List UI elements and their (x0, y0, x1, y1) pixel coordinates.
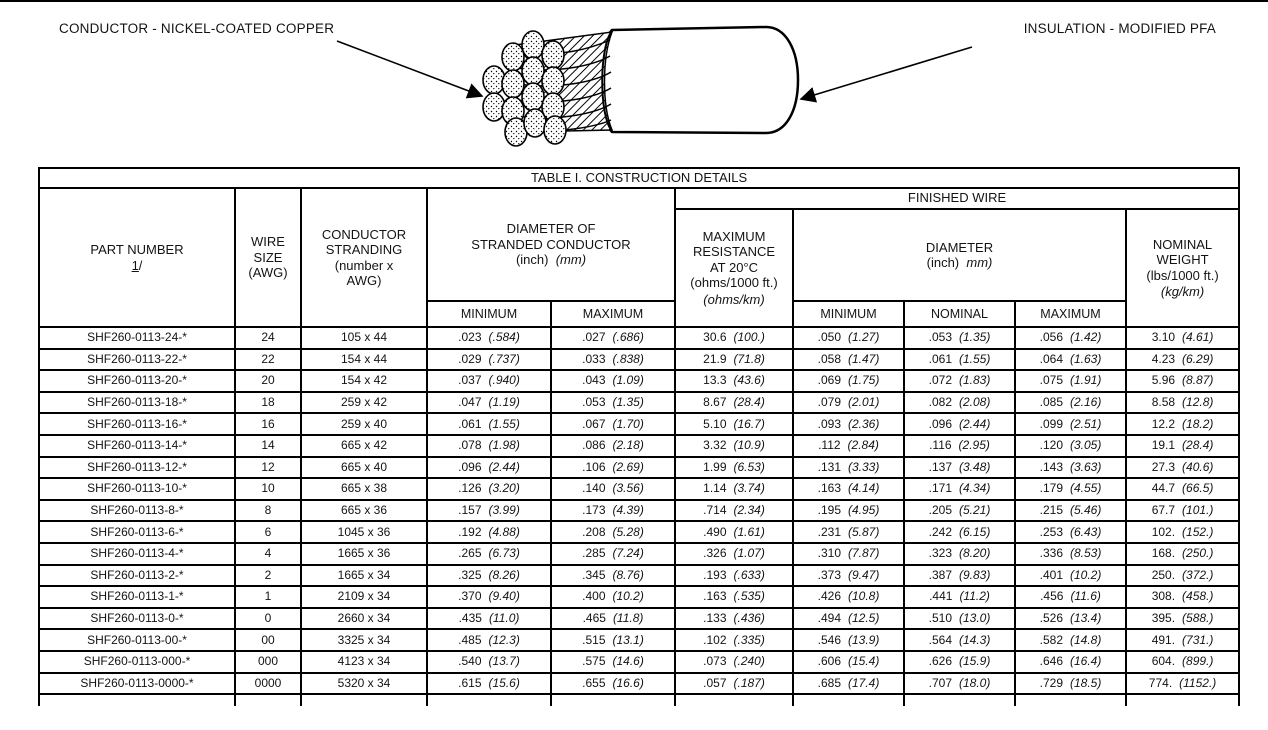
weight-cell: 5.96 (8.87) (1126, 370, 1239, 392)
weight-cell: 491. (731.) (1126, 629, 1239, 651)
fw-nom-cell: .626 (15.9) (904, 651, 1015, 673)
part-cell: SHF260-0113-14-* (39, 435, 235, 457)
table-row (39, 370, 1239, 392)
table-row (39, 608, 1239, 630)
part-cell: SHF260-0113-20-* (39, 370, 235, 392)
fw-min-cell: .131 (3.33) (793, 457, 904, 479)
weight-cell: 12.2 (18.2) (1126, 413, 1239, 435)
part-cell: SHF260-0113-00-* (39, 629, 235, 651)
weight-cell: 168. (250.) (1126, 543, 1239, 565)
conductor-leader-arrow (337, 41, 482, 96)
table-body (39, 327, 1239, 694)
st-min-cell: .265 (6.73) (427, 543, 551, 565)
st-min-cell: .325 (8.26) (427, 565, 551, 587)
fw-max-cell: .179 (4.55) (1015, 478, 1126, 500)
fw-nom-cell: .082 (2.08) (904, 392, 1015, 414)
col-header-wire-size: WIRE SIZE (AWG) (235, 188, 301, 327)
st-min-cell: .029 (.737) (427, 349, 551, 371)
fw-nom-cell: .061 (1.55) (904, 349, 1015, 371)
weight-cell: 250. (372.) (1126, 565, 1239, 587)
col-header-resistance: MAXIMUM RESISTANCE AT 20°C (ohms/1000 ft.) (ohms/km) (675, 209, 793, 327)
awg-cell: 18 (235, 392, 301, 414)
stranding-cell: 2660 x 34 (301, 608, 427, 630)
weight-cell: 67.7 (101.) (1126, 500, 1239, 522)
table-bottom-ticks (39, 694, 1239, 706)
stranding-cell: 3325 x 34 (301, 629, 427, 651)
st-max-cell: .345 (8.76) (551, 565, 675, 587)
fw-max-cell: .646 (16.4) (1015, 651, 1126, 673)
part-cell: SHF260-0113-2-* (39, 565, 235, 587)
st-min-cell: .061 (1.55) (427, 413, 551, 435)
weight-cell: 395. (588.) (1126, 608, 1239, 630)
resistance-cell: 1.14 (3.74) (675, 478, 793, 500)
st-max-cell: .173 (4.39) (551, 500, 675, 522)
resistance-cell: .326 (1.07) (675, 543, 793, 565)
table-row (39, 500, 1239, 522)
awg-cell: 10 (235, 478, 301, 500)
resistance-cell: .193 (.633) (675, 565, 793, 587)
resistance-cell: .102 (.335) (675, 629, 793, 651)
stranding-cell: 154 x 44 (301, 349, 427, 371)
resistance-cell: 3.32 (10.9) (675, 435, 793, 457)
st-min-cell: .096 (2.44) (427, 457, 551, 479)
stranding-cell: 4123 x 34 (301, 651, 427, 673)
fw-nom-cell: .137 (3.48) (904, 457, 1015, 479)
fw-max-cell: .075 (1.91) (1015, 370, 1126, 392)
part-cell: SHF260-0113-1-* (39, 586, 235, 608)
insulation-drawing (601, 27, 798, 133)
fw-min-cell: .058 (1.47) (793, 349, 904, 371)
st-min-cell: .078 (1.98) (427, 435, 551, 457)
st-max-cell: .067 (1.70) (551, 413, 675, 435)
st-min-cell: .435 (11.0) (427, 608, 551, 630)
fw-min-cell: .685 (17.4) (793, 673, 904, 695)
fw-nom-cell: .171 (4.34) (904, 478, 1015, 500)
st-max-cell: .106 (2.69) (551, 457, 675, 479)
part-cell: SHF260-0113-24-* (39, 327, 235, 349)
st-min-cell: .540 (13.7) (427, 651, 551, 673)
subheader-fw-minimum: MINIMUM (793, 301, 904, 327)
fw-max-cell: .401 (10.2) (1015, 565, 1126, 587)
resistance-cell: .057 (.187) (675, 673, 793, 695)
st-max-cell: .027 (.686) (551, 327, 675, 349)
fw-min-cell: .494 (12.5) (793, 608, 904, 630)
awg-cell: 16 (235, 413, 301, 435)
table-title: TABLE I. CONSTRUCTION DETAILS (39, 168, 1239, 188)
subheader-fw-maximum: MAXIMUM (1015, 301, 1126, 327)
fw-nom-cell: .205 (5.21) (904, 500, 1015, 522)
insulation-label: INSULATION - MODIFIED PFA (1023, 21, 1216, 36)
fw-min-cell: .231 (5.87) (793, 521, 904, 543)
st-max-cell: .400 (10.2) (551, 586, 675, 608)
fw-max-cell: .253 (6.43) (1015, 521, 1126, 543)
fw-min-cell: .079 (2.01) (793, 392, 904, 414)
subheader-fw-nominal: NOMINAL (904, 301, 1015, 327)
awg-cell: 4 (235, 543, 301, 565)
resistance-cell: 21.9 (71.8) (675, 349, 793, 371)
insulation-leader-arrow (801, 47, 972, 99)
awg-cell: 0 (235, 608, 301, 630)
fw-nom-cell: .564 (14.3) (904, 629, 1015, 651)
table-row (39, 543, 1239, 565)
fw-nom-cell: .707 (18.0) (904, 673, 1015, 695)
part-cell: SHF260-0113-0-* (39, 608, 235, 630)
col-header-fw-diameter: DIAMETER (inch) mm) (793, 209, 1126, 301)
weight-cell: 8.58 (12.8) (1126, 392, 1239, 414)
fw-nom-cell: .387 (9.83) (904, 565, 1015, 587)
fw-min-cell: .163 (4.14) (793, 478, 904, 500)
table-row (39, 349, 1239, 371)
fw-nom-cell: .053 (1.35) (904, 327, 1015, 349)
fw-max-cell: .099 (2.51) (1015, 413, 1126, 435)
fw-nom-cell: .072 (1.83) (904, 370, 1015, 392)
st-max-cell: .285 (7.24) (551, 543, 675, 565)
stranding-cell: 259 x 40 (301, 413, 427, 435)
fw-min-cell: .310 (7.87) (793, 543, 904, 565)
part-cell: SHF260-0113-0000-* (39, 673, 235, 695)
stranding-cell: 5320 x 34 (301, 673, 427, 695)
awg-cell: 00 (235, 629, 301, 651)
stranding-cell: 2109 x 34 (301, 586, 427, 608)
awg-cell: 8 (235, 500, 301, 522)
st-max-cell: .208 (5.28) (551, 521, 675, 543)
fw-nom-cell: .116 (2.95) (904, 435, 1015, 457)
weight-cell: 3.10 (4.61) (1126, 327, 1239, 349)
conductor-label: CONDUCTOR - NICKEL-COATED COPPER (59, 21, 335, 36)
stranded-conductor-drawing (483, 31, 612, 146)
awg-cell: 22 (235, 349, 301, 371)
table-row (39, 478, 1239, 500)
awg-cell: 000 (235, 651, 301, 673)
fw-max-cell: .456 (11.6) (1015, 586, 1126, 608)
fw-min-cell: .426 (10.8) (793, 586, 904, 608)
awg-cell: 24 (235, 327, 301, 349)
weight-cell: 4.23 (6.29) (1126, 349, 1239, 371)
st-min-cell: .023 (.584) (427, 327, 551, 349)
fw-max-cell: .729 (18.5) (1015, 673, 1126, 695)
table-row (39, 327, 1239, 349)
fw-nom-cell: .242 (6.15) (904, 521, 1015, 543)
awg-cell: 6 (235, 521, 301, 543)
table-row (39, 651, 1239, 673)
part-cell: SHF260-0113-16-* (39, 413, 235, 435)
st-min-cell: .157 (3.99) (427, 500, 551, 522)
fw-max-cell: .215 (5.46) (1015, 500, 1126, 522)
fw-max-cell: .085 (2.16) (1015, 392, 1126, 414)
part-cell: SHF260-0113-000-* (39, 651, 235, 673)
stranding-cell: 665 x 38 (301, 478, 427, 500)
st-max-cell: .086 (2.18) (551, 435, 675, 457)
part-cell: SHF260-0113-6-* (39, 521, 235, 543)
stranding-cell: 665 x 40 (301, 457, 427, 479)
weight-cell: 604. (899.) (1126, 651, 1239, 673)
table-row (39, 392, 1239, 414)
st-min-cell: .370 (9.40) (427, 586, 551, 608)
weight-cell: 44.7 (66.5) (1126, 478, 1239, 500)
table-row (39, 629, 1239, 651)
fw-max-cell: .120 (3.05) (1015, 435, 1126, 457)
st-min-cell: .037 (.940) (427, 370, 551, 392)
fw-max-cell: .143 (3.63) (1015, 457, 1126, 479)
fw-min-cell: .112 (2.84) (793, 435, 904, 457)
stranding-cell: 665 x 36 (301, 500, 427, 522)
awg-cell: 14 (235, 435, 301, 457)
awg-cell: 1 (235, 586, 301, 608)
col-header-stranded-diameter: DIAMETER OF STRANDED CONDUCTOR (inch) (mm) (427, 188, 675, 301)
fw-max-cell: .336 (8.53) (1015, 543, 1126, 565)
fw-min-cell: .195 (4.95) (793, 500, 904, 522)
st-min-cell: .485 (12.3) (427, 629, 551, 651)
st-max-cell: .043 (1.09) (551, 370, 675, 392)
stranding-cell: 105 x 44 (301, 327, 427, 349)
st-min-cell: .615 (15.6) (427, 673, 551, 695)
table-row (39, 586, 1239, 608)
table-row (39, 673, 1239, 695)
st-min-cell: .047 (1.19) (427, 392, 551, 414)
fw-max-cell: .582 (14.8) (1015, 629, 1126, 651)
awg-cell: 0000 (235, 673, 301, 695)
resistance-cell: 13.3 (43.6) (675, 370, 793, 392)
awg-cell: 2 (235, 565, 301, 587)
table-row (39, 457, 1239, 479)
fw-nom-cell: .510 (13.0) (904, 608, 1015, 630)
subheader-stranded-minimum: MINIMUM (427, 301, 551, 327)
part-cell: SHF260-0113-12-* (39, 457, 235, 479)
st-max-cell: .515 (13.1) (551, 629, 675, 651)
fw-min-cell: .069 (1.75) (793, 370, 904, 392)
fw-min-cell: .546 (13.9) (793, 629, 904, 651)
part-cell: SHF260-0113-18-* (39, 392, 235, 414)
part-cell: SHF260-0113-22-* (39, 349, 235, 371)
st-max-cell: .465 (11.8) (551, 608, 675, 630)
awg-cell: 12 (235, 457, 301, 479)
fw-min-cell: .373 (9.47) (793, 565, 904, 587)
resistance-cell: .163 (.535) (675, 586, 793, 608)
stranding-cell: 1045 x 36 (301, 521, 427, 543)
fw-nom-cell: .323 (8.20) (904, 543, 1015, 565)
resistance-cell: .133 (.436) (675, 608, 793, 630)
part-cell: SHF260-0113-8-* (39, 500, 235, 522)
weight-cell: 308. (458.) (1126, 586, 1239, 608)
fw-nom-cell: .441 (11.2) (904, 586, 1015, 608)
weight-cell: 27.3 (40.6) (1126, 457, 1239, 479)
st-min-cell: .126 (3.20) (427, 478, 551, 500)
subheader-stranded-maximum: MAXIMUM (551, 301, 675, 327)
weight-cell: 19.1 (28.4) (1126, 435, 1239, 457)
part-cell: SHF260-0113-4-* (39, 543, 235, 565)
fw-min-cell: .093 (2.36) (793, 413, 904, 435)
stranding-cell: 1665 x 34 (301, 565, 427, 587)
part-cell: SHF260-0113-10-* (39, 478, 235, 500)
fw-nom-cell: .096 (2.44) (904, 413, 1015, 435)
st-max-cell: .575 (14.6) (551, 651, 675, 673)
col-header-nominal-weight: NOMINAL WEIGHT (lbs/1000 ft.) (kg/km) (1126, 209, 1239, 327)
stranding-cell: 1665 x 36 (301, 543, 427, 565)
stranding-cell: 665 x 42 (301, 435, 427, 457)
stranding-cell: 259 x 42 (301, 392, 427, 414)
st-max-cell: .033 (.838) (551, 349, 675, 371)
weight-cell: 102. (152.) (1126, 521, 1239, 543)
construction-details-table (38, 167, 1240, 706)
stranding-cell: 154 x 42 (301, 370, 427, 392)
table-row (39, 435, 1239, 457)
finished-wire-banner: FINISHED WIRE (675, 188, 1239, 209)
fw-max-cell: .056 (1.42) (1015, 327, 1126, 349)
st-max-cell: .655 (16.6) (551, 673, 675, 695)
weight-cell: 774. (1152.) (1126, 673, 1239, 695)
table-row (39, 413, 1239, 435)
resistance-cell: .073 (.240) (675, 651, 793, 673)
resistance-cell: 1.99 (6.53) (675, 457, 793, 479)
table-row (39, 565, 1239, 587)
construction-details-table-wrap (38, 167, 1240, 706)
st-max-cell: .140 (3.56) (551, 478, 675, 500)
resistance-cell: 30.6 (100.) (675, 327, 793, 349)
fw-min-cell: .606 (15.4) (793, 651, 904, 673)
table-row (39, 521, 1239, 543)
awg-cell: 20 (235, 370, 301, 392)
fw-max-cell: .064 (1.63) (1015, 349, 1126, 371)
fw-max-cell: .526 (13.4) (1015, 608, 1126, 630)
st-min-cell: .192 (4.88) (427, 521, 551, 543)
resistance-cell: 5.10 (16.7) (675, 413, 793, 435)
resistance-cell: .490 (1.61) (675, 521, 793, 543)
resistance-cell: .714 (2.34) (675, 500, 793, 522)
fw-min-cell: .050 (1.27) (793, 327, 904, 349)
st-max-cell: .053 (1.35) (551, 392, 675, 414)
col-header-part-number: PART NUMBER 1/ (39, 188, 235, 327)
col-header-conductor-stranding: CONDUCTOR STRANDING (number x AWG) (301, 188, 427, 327)
resistance-cell: 8.67 (28.4) (675, 392, 793, 414)
